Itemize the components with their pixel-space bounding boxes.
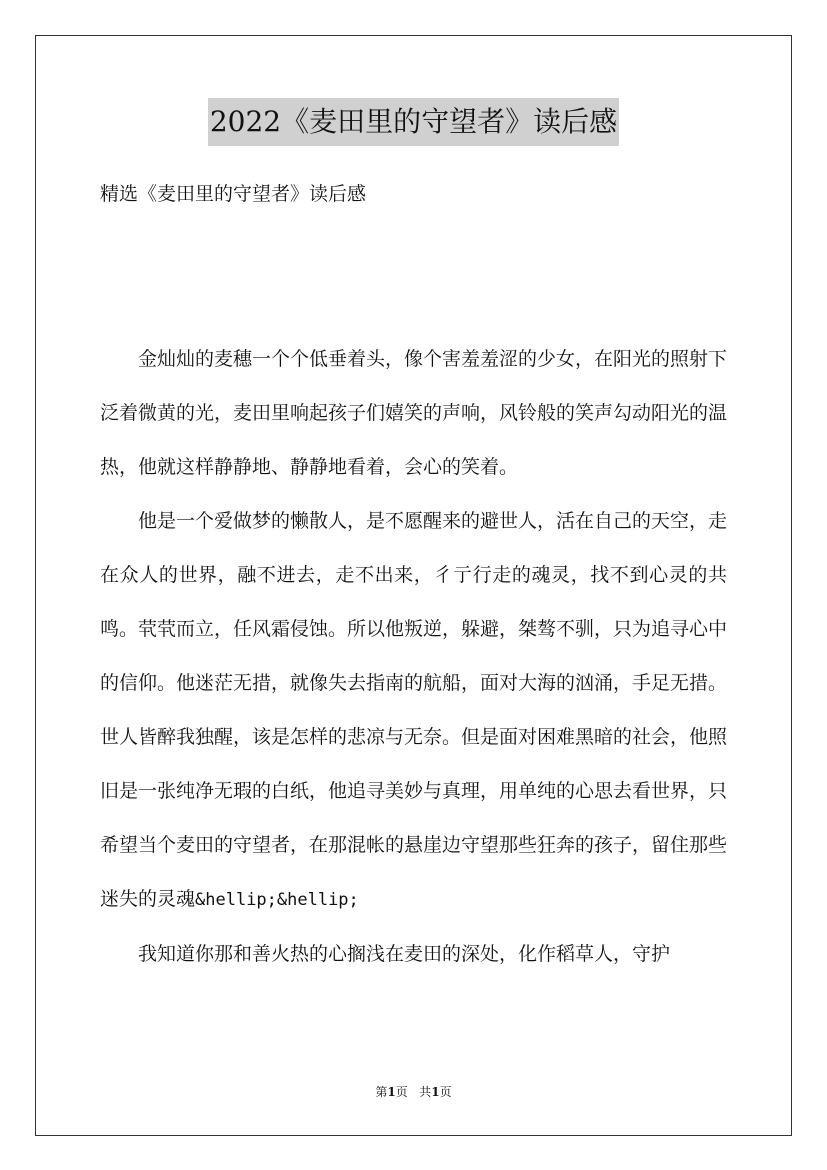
footer-total-suffix: 页	[439, 1085, 452, 1099]
page-footer	[0, 1084, 827, 1100]
document-title-wrapper	[0, 98, 827, 146]
paragraph-2	[100, 494, 727, 927]
footer-total-number: 1	[431, 1085, 440, 1099]
document-subtitle: 精选《麦田里的守望者》读后感	[100, 183, 367, 205]
document-body	[100, 332, 727, 981]
footer-page-prefix: 第	[375, 1085, 388, 1099]
footer-page-suffix: 页	[395, 1085, 408, 1099]
footer-page-number: 1	[387, 1085, 396, 1099]
paragraph-3: 我知道你那和善火热的心搁浅在麦田的深处，化作稻草人，守护	[138, 943, 671, 965]
document-title: 2022《麦田里的守望者》读后感	[208, 98, 619, 146]
paragraph-1: 金灿灿的麦穗一个个低垂着头，像个害羞羞涩的少女，在阳光的照射下泛着微黄的光，麦田里响起孩子们嬉笑的声响，风铃般的笑声勾动阳光的温热，他就这样静静地、静静地看着，会心的笑着。	[100, 348, 728, 478]
footer-total-prefix: 共	[419, 1085, 432, 1099]
paragraph-2-text: 他是一个爱做梦的懒散人，是不愿醒来的避世人，活在自己的天空，走在众人的世界，融不进去，走不出来，彳亍行走的魂灵，找不到心灵的共鸣。茕茕而立，任风霜侵蚀。所以他叛逆，躲避，桀骜不驯，只为追寻心中的信仰。他迷茫无措，就像失去指南的航船，面对大海的汹涌，手足无措。世人皆醉我独醒，该是怎样的悲凉与无奈。但是面对困难黑暗的社会，他照旧是一张纯净无瑕的白纸，他追寻美妙与真理，用单纯的心思去看世界，只希望当个麦田的守望者，在那混帐的悬崖边守望那些狂奔的孩子，留住那些迷失的灵魂	[100, 510, 728, 910]
ellipsis-entity-text: &hellip;&hellip;	[195, 890, 359, 910]
